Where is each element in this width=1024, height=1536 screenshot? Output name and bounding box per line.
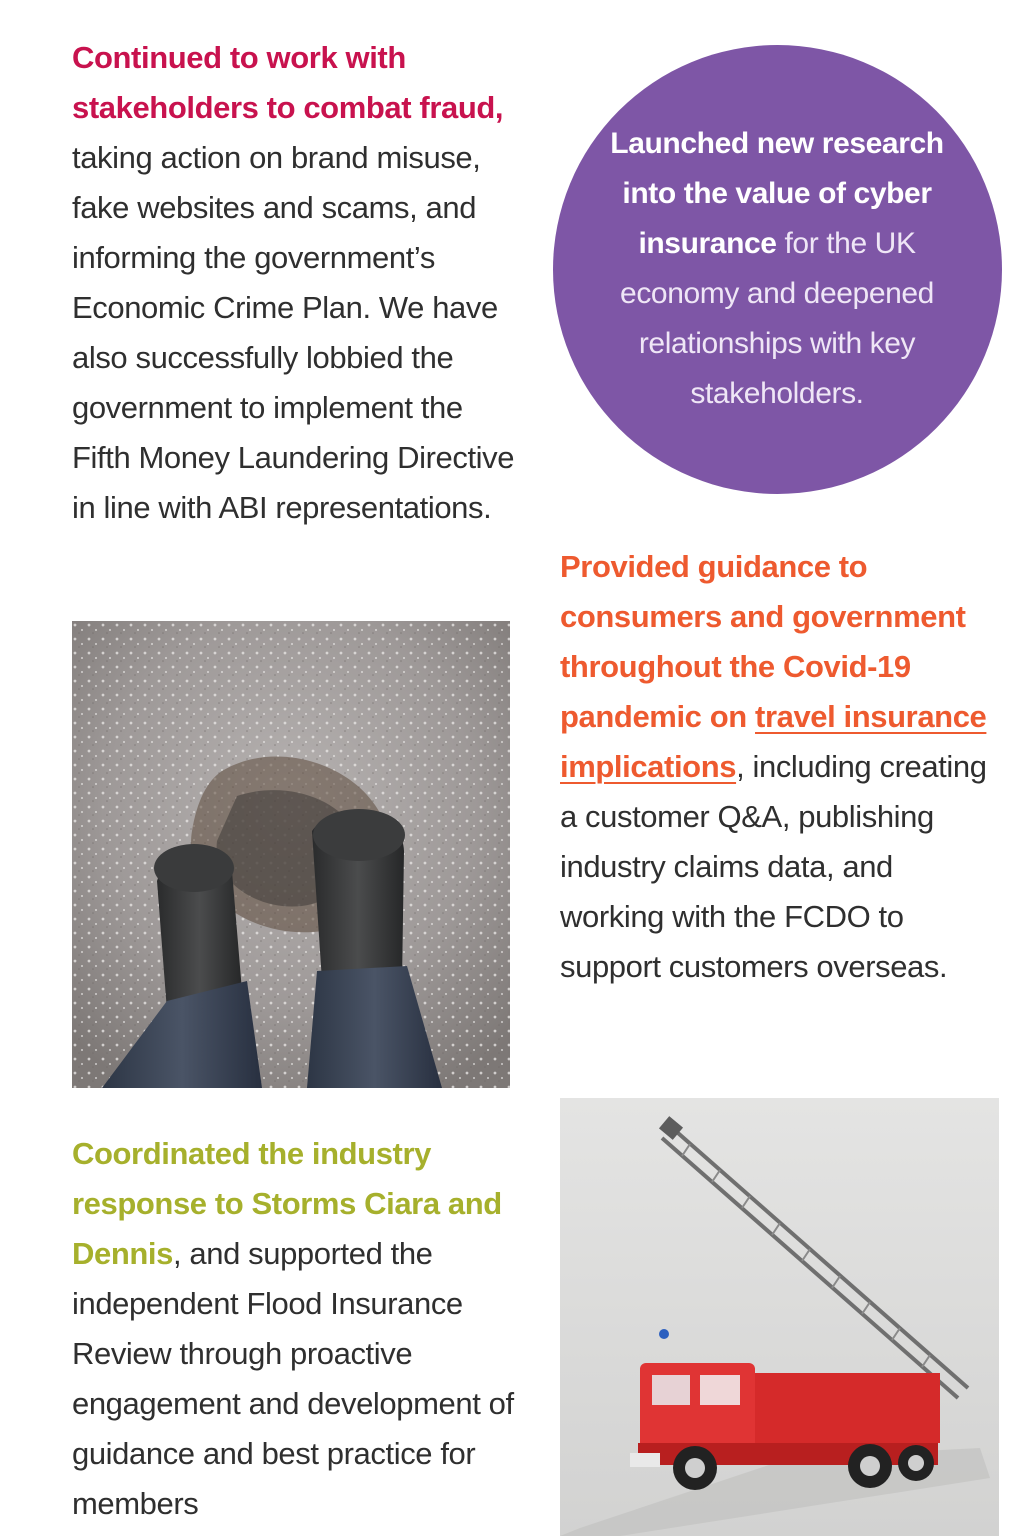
fraud-highlight: Continued to work with stakeholders to combat fraud, <box>72 40 504 125</box>
storms-body: , and supported the independent Flood Insurance Review through proactive engagement and development of guidance and best practice for members <box>72 1236 514 1521</box>
travel-insurance-link[interactable]: travel insurance implications <box>560 699 987 784</box>
storms-highlight: Coordinated the industry response to Storms Ciara and Dennis <box>72 1136 502 1271</box>
cyber-paragraph <box>590 119 964 419</box>
cyber-highlight: Launched new research into the value of cyber insurance <box>610 127 944 260</box>
fire-truck-photo <box>560 1098 999 1536</box>
covid-paragraph <box>560 542 1000 992</box>
storms-paragraph <box>72 1129 522 1529</box>
covid-body: , including creating a customer Q&A, publishing industry claims data, and working with the FCDO to support customers overseas. <box>560 749 987 984</box>
cyber-body: for the UK economy and deepened relationships with key stakeholders. <box>620 227 934 410</box>
fraud-body: taking action on brand misuse, fake websites and scams, and informing the government’s Economic Crime Plan. We have also successfully lobbied the government to implement the Fifth Money Laundering Directive in line with ABI representations. <box>72 140 515 525</box>
covid-highlight: Provided guidance to consumers and government throughout the Covid-19 pandemic on <box>560 549 966 734</box>
fraud-paragraph <box>72 33 522 533</box>
boots-photo <box>72 621 510 1088</box>
